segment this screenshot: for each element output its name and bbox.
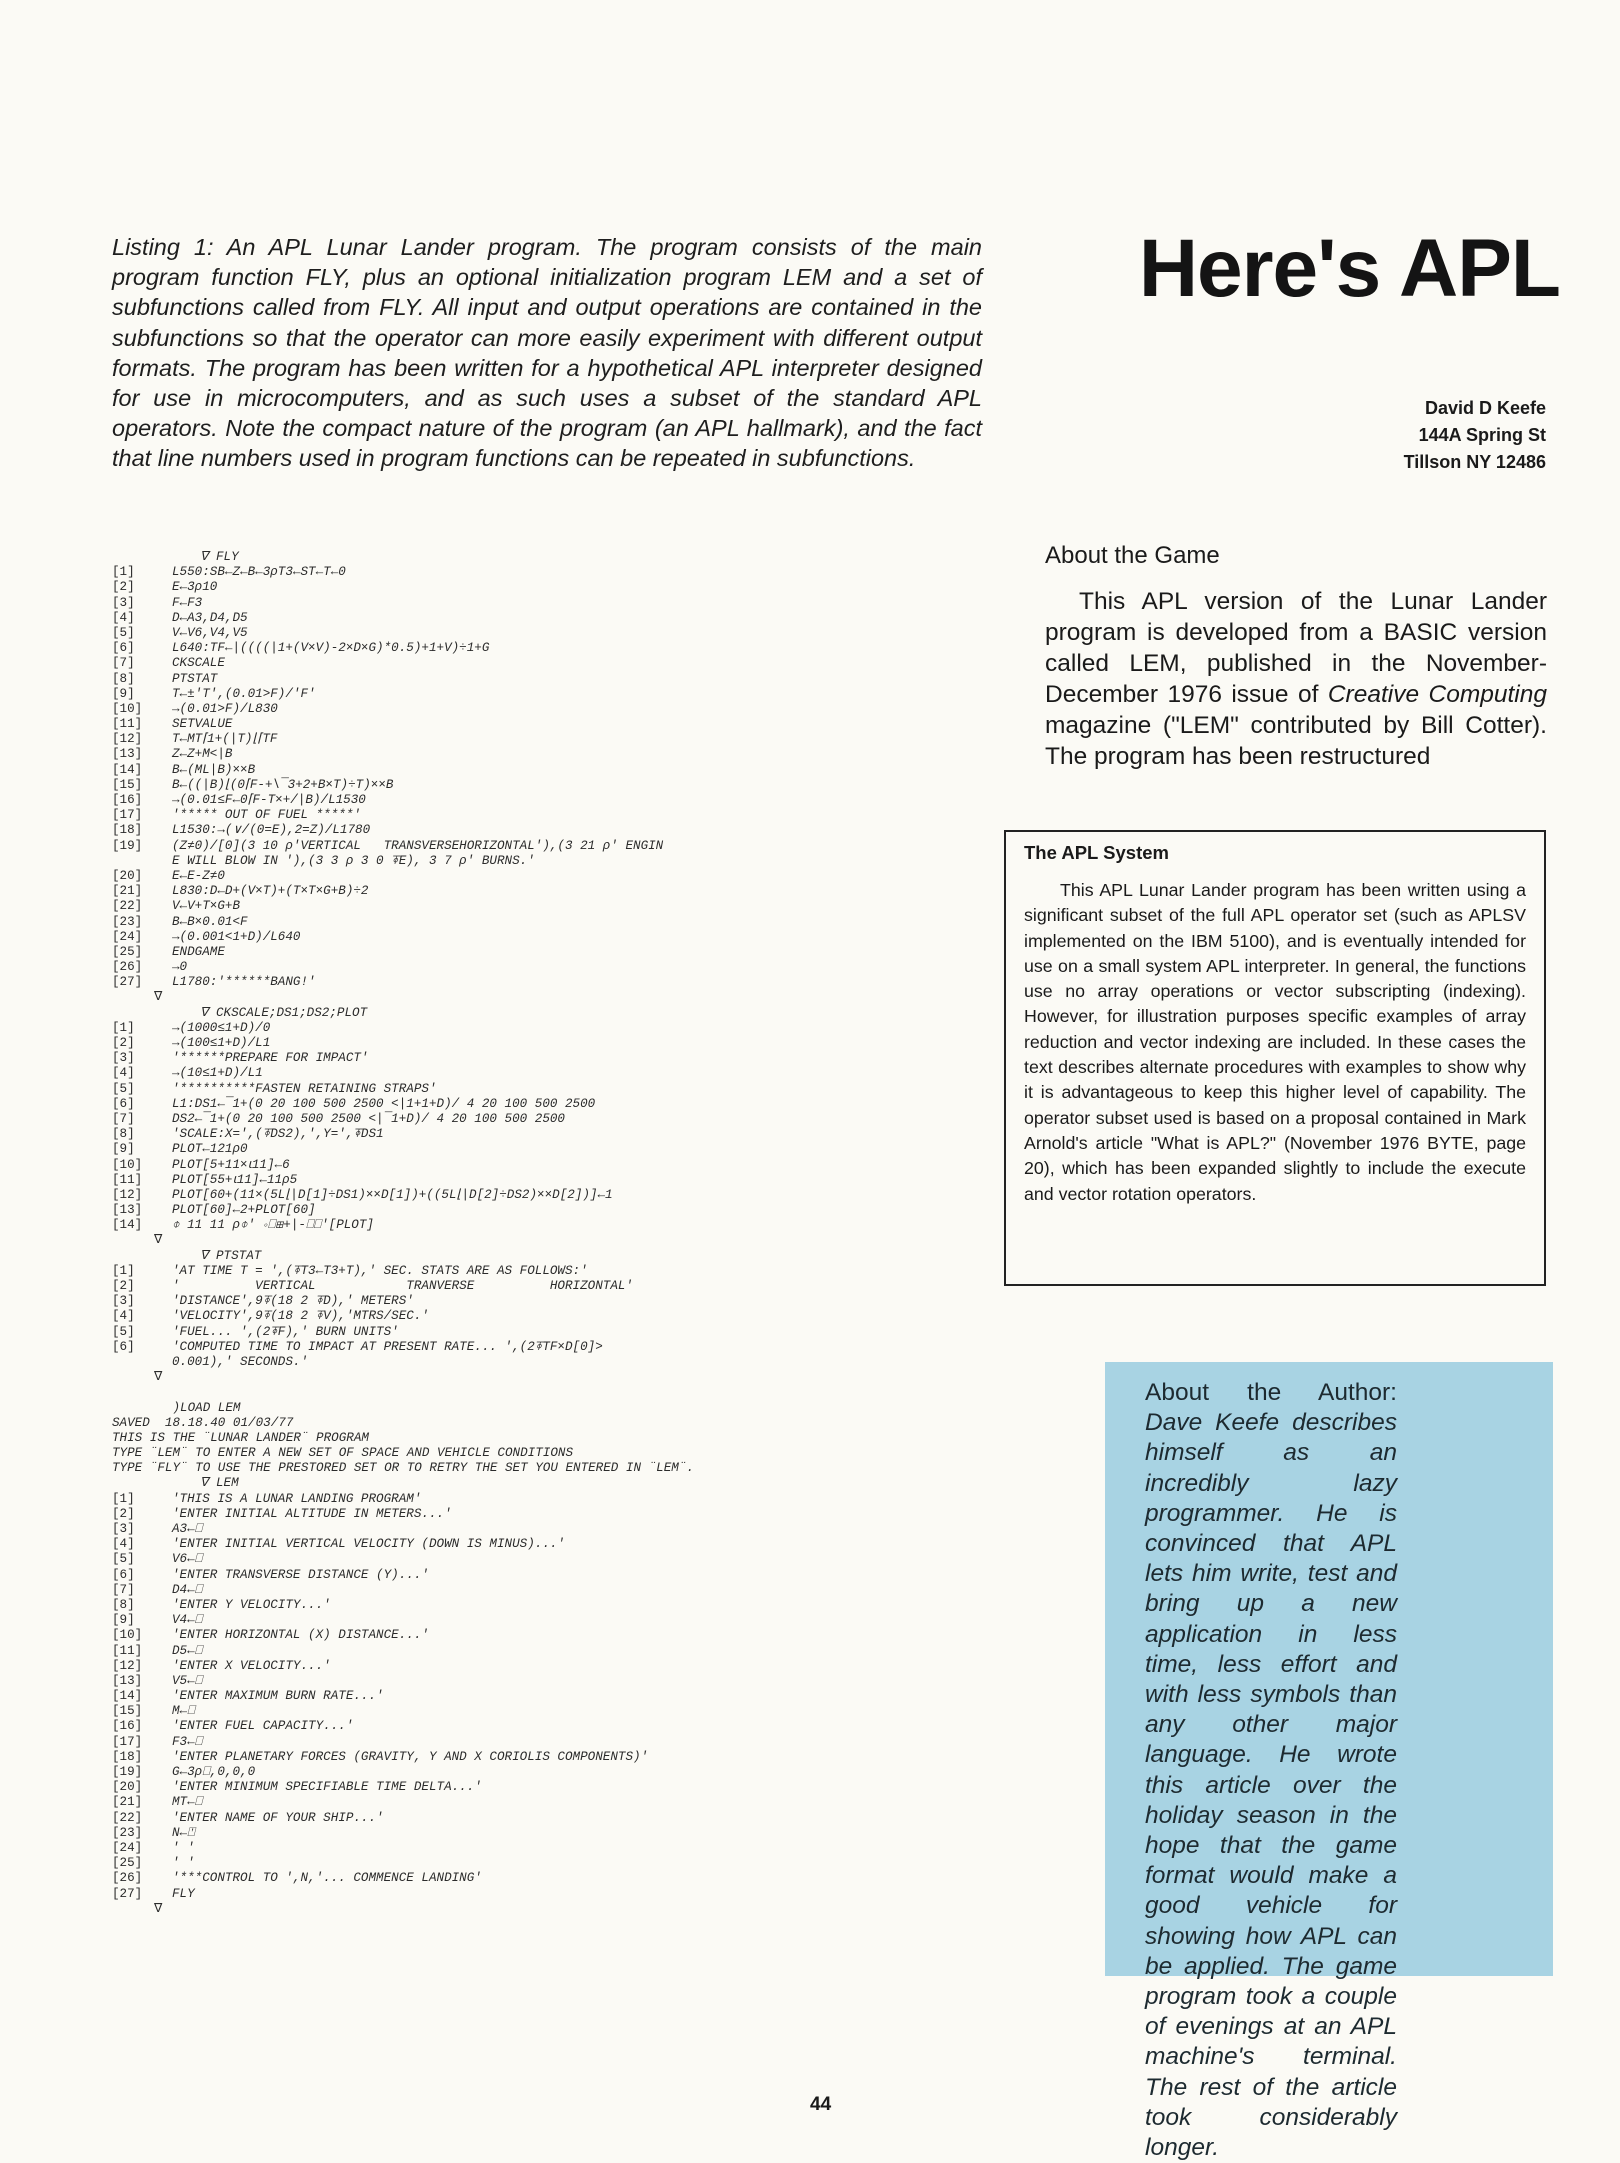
code-line (112, 1051, 1012, 1066)
apl-system-title: The APL System (1024, 842, 1169, 863)
line-number: [1] (112, 565, 135, 580)
listing-caption: Listing 1: An APL Lunar Lander program. The program consists of the main program function FLY, plus an optional initialization program LEM and a set of subfunctions called from FLY. All input and output operations are contained in the subfunctions so that the operator can more easily experiment with different output formats. The program has been written for a hypothetical APL interpreter designed for use in microcomputers, and as such uses a subset of the standard APL operators. Note the compact nature of the program (an APL hallmark), and the fact that line numbers used in program functions can be repeated in subfunctions. (112, 234, 982, 472)
code-line (112, 1279, 1012, 1294)
line-number: [11] (112, 1172, 143, 1187)
code-line (112, 626, 1012, 641)
line-number: [16] (112, 793, 143, 807)
code-line (112, 550, 1012, 565)
code-text: →(1000≤1+D)/0 (172, 1020, 271, 1035)
line-number: [7] (112, 1582, 135, 1597)
code-text: ∇ (154, 1370, 163, 1385)
code-line (112, 672, 1012, 687)
line-number: [19] (112, 838, 143, 853)
line-number: [3] (112, 1522, 135, 1536)
code-line (112, 1142, 1012, 1157)
code-line (112, 1385, 1012, 1400)
code-line (112, 930, 1012, 945)
line-number: [17] (112, 1734, 143, 1749)
line-number: [11] (112, 717, 143, 732)
code-line (112, 732, 1012, 747)
line-number: [2] (112, 1036, 135, 1050)
line-number: [6] (112, 1339, 135, 1354)
apl-code-listing (112, 550, 1012, 2090)
author-name: David D Keefe (1424, 398, 1546, 418)
code-text: B←(ML|B)××B (172, 762, 256, 777)
code-text: 'VELOCITY',9⍕(18 2 ⍕V),'MTRS/SEC.' (172, 1309, 429, 1324)
code-line (112, 1006, 1012, 1021)
code-text: ∇ (154, 1901, 163, 1916)
code-text: ' VERTICAL TRANVERSE HORIZONTAL' (172, 1279, 634, 1293)
code-text: ∇ LEM (200, 1476, 239, 1491)
line-number: [4] (112, 1066, 135, 1081)
line-number: [5] (112, 625, 135, 640)
code-line (112, 702, 1012, 717)
code-text: DS2←¯1+(0 20 100 500 2500 <|¯1+D)/ 4 20 100 500 2500 (172, 1111, 565, 1126)
code-line (112, 1036, 1012, 1051)
line-number: [13] (112, 1673, 143, 1688)
code-text: '**********FASTEN RETAINING STRAPS' (172, 1081, 437, 1096)
code-text: T←MT⌈1+(|T)⌊⌈TF (172, 732, 278, 747)
line-number: [19] (112, 1765, 143, 1779)
line-number: [18] (112, 1749, 143, 1764)
code-line (112, 1568, 1012, 1583)
code-line (112, 915, 1012, 930)
code-text: PLOT←121ρ0 (172, 1142, 248, 1157)
code-text: L640:TF←|((((|1+(V×V)-2×D×G)*0.5)+1+V)÷1+G (172, 641, 490, 656)
code-text: ∇ CKSCALE;DS1;DS2;PLOT (200, 1005, 368, 1020)
line-number: [26] (112, 1871, 143, 1886)
line-number: [4] (112, 610, 135, 625)
line-number: [16] (112, 1719, 143, 1734)
code-line (112, 1264, 1012, 1279)
code-line (112, 1674, 1012, 1689)
code-line (112, 1355, 1012, 1370)
code-line (112, 839, 1012, 854)
code-line (112, 793, 1012, 808)
line-number: [13] (112, 747, 143, 762)
code-text: L1780:'******BANG!' (172, 975, 316, 990)
code-line (112, 1613, 1012, 1628)
code-text: E←E-Z≠0 (172, 868, 225, 883)
code-line (112, 1644, 1012, 1659)
code-line (112, 1066, 1012, 1081)
code-text: 'DISTANCE',9⍕(18 2 ⍕D),' METERS' (172, 1294, 414, 1309)
code-text: 'THIS IS A LUNAR LANDING PROGRAM' (172, 1491, 422, 1506)
code-line (112, 1416, 1012, 1431)
code-line (112, 1021, 1012, 1036)
line-number: [6] (112, 641, 135, 656)
code-line (112, 1856, 1012, 1871)
code-line (112, 1871, 1012, 1886)
code-line (112, 808, 1012, 823)
code-line (112, 580, 1012, 595)
code-line (112, 1735, 1012, 1750)
about-author-body: Dave Keefe describes himself as an incredibly lazy programmer. He is convinced that APL lets him write, test and bring up a new application in less time, less effort and with less symbols than any other major language. He wrote this article over the holiday season in the hope that the game format would make a good vehicle for showing how APL can be applied. The game program took a couple of evenings at an APL machine's terminal. The rest of the article took considerably longer. (1145, 1409, 1397, 2162)
author-city: Tillson NY 12486 (1403, 452, 1546, 472)
code-line (112, 1780, 1012, 1795)
code-text: B←((|B)⌊(0⌈F-+\¯3+2+B×T)÷T)××B (172, 777, 394, 792)
line-number: [9] (112, 1142, 135, 1157)
code-line (112, 1522, 1012, 1537)
code-line (112, 884, 1012, 899)
code-line (112, 687, 1012, 702)
code-line (112, 1704, 1012, 1719)
line-number: [14] (112, 762, 143, 777)
code-line (112, 1340, 1012, 1355)
code-line (112, 1902, 1012, 1917)
line-number: [1] (112, 1491, 135, 1506)
code-text: ⌽ 11 11 ρ⌽' ∘⎕⊞+|-⎕⎕'[PLOT] (172, 1218, 374, 1233)
code-line (112, 1826, 1012, 1841)
line-number: [10] (112, 701, 143, 716)
code-text (112, 1385, 120, 1400)
code-text: D←A3,D4,D5 (172, 610, 248, 625)
line-number: [1] (112, 1263, 135, 1278)
code-line (112, 1507, 1012, 1522)
code-line (112, 960, 1012, 975)
line-number: [7] (112, 1111, 135, 1126)
code-text: L1530:→(∨/(0=E),2=Z)/L1780 (172, 823, 371, 838)
code-text: 'ENTER FUEL CAPACITY...' (172, 1719, 354, 1734)
code-text: PLOT[60+(11×(5L⌊|D[1]÷DS1)××D[1])+((5L⌊|D[2]÷DS2)××D[2])]←1 (172, 1187, 613, 1202)
line-number: [23] (112, 914, 143, 929)
about-author-box (1105, 1362, 1553, 2162)
line-number: [14] (112, 1689, 143, 1704)
code-text: D4←⎕ (172, 1582, 203, 1597)
line-number: [18] (112, 823, 143, 838)
code-text: V4←⎕ (172, 1613, 203, 1628)
about-game-text-before: This APL version of the Lunar Lander program is developed from a BASIC version called LEM, published in the November-December 1976 issue of (1045, 588, 1547, 708)
line-number: [12] (112, 732, 143, 747)
code-text: PLOT[5+11×⍳11]←6 (172, 1157, 290, 1172)
code-text: 0.001),' SECONDS.' (172, 1354, 309, 1369)
code-text: →(0.01≤F←0⌈F-T×+/|B)/L1530 (172, 793, 366, 807)
code-text: 'FUEL... ',(2⍕F),' BURN UNITS' (172, 1324, 399, 1339)
code-text: →0 (172, 960, 188, 975)
code-line (112, 1719, 1012, 1734)
code-text: A3←⎕ (172, 1522, 203, 1536)
line-number: [10] (112, 1157, 143, 1172)
about-author-label: About the Author: (1145, 1379, 1397, 1406)
code-line (112, 1127, 1012, 1142)
about-game-text-after: magazine ("LEM" contributed by Bill Cotter). The program has been restructured (1045, 712, 1547, 770)
line-number: [14] (112, 1218, 143, 1233)
line-number: [8] (112, 1127, 135, 1142)
code-text: E WILL BLOW IN '),(3 3 ρ 3 0 ⍕E), 3 7 ρ' BURNS.' (172, 853, 535, 868)
code-text: ∇ PTSTAT (200, 1248, 262, 1263)
code-text: 'SCALE:X=',(⍕DS2),',Y=',⍕DS1 (172, 1127, 384, 1142)
code-text: 'ENTER NAME OF YOUR SHIP...' (172, 1810, 384, 1825)
code-line (112, 1765, 1012, 1780)
code-line (112, 778, 1012, 793)
author-street: 144A Spring St (1418, 425, 1546, 445)
code-line (112, 1689, 1012, 1704)
code-text: 'ENTER TRANSVERSE DISTANCE (Y)...' (172, 1567, 429, 1582)
line-number: [22] (112, 899, 143, 914)
line-number: [21] (112, 1795, 143, 1810)
code-text: ' ' (172, 1840, 195, 1855)
code-line (112, 763, 1012, 778)
code-line (112, 747, 1012, 762)
code-line (112, 1401, 1012, 1416)
code-line (112, 1158, 1012, 1173)
line-number: [23] (112, 1825, 143, 1840)
code-text: )LOAD LEM (112, 1400, 241, 1415)
code-text: V←V6,V4,V5 (172, 625, 248, 640)
apl-system-paragraph: This APL Lunar Lander program has been written using a significant subset of the full APL operator set (such as APLSV implemented on the IBM 5100), and is eventually intended for use on a small system APL interpreter. In general, the functions use no array operations or vector subscripting (indexing). However, for illustration purposes specific examples of array reduction and vector indexing are included. In these cases the text describes alternate procedures with examples to show why it is advantageous to keep this higher level of capability. The operator subset used is based on a proposal contained in Mark Arnold's article "What is APL?" (November 1976 BYTE, page 20), which has been expanded slightly to include the execute and vector rotation operators. (1024, 880, 1526, 1204)
line-number: [8] (112, 1597, 135, 1612)
line-number: [5] (112, 1081, 135, 1096)
code-text: L1:DS1←¯1+(0 20 100 500 2500 <|1+1+D)/ 4 20 100 500 2500 (172, 1096, 596, 1111)
code-text: M←⎕ (172, 1704, 195, 1719)
code-line (112, 611, 1012, 626)
code-text: 'ENTER Y VELOCITY...' (172, 1597, 331, 1612)
line-number: [1] (112, 1020, 135, 1035)
code-line (112, 656, 1012, 671)
code-line (112, 1233, 1012, 1248)
code-text: (Z≠0)/[0](3 10 ρ'VERTICAL TRANSVERSEHORIZONTAL'),(3 21 ρ' ENGIN (172, 838, 664, 853)
apl-system-body (1024, 878, 1526, 1207)
code-line (112, 1461, 1012, 1476)
code-line (112, 1476, 1012, 1491)
line-number: [27] (112, 975, 143, 990)
line-number: [13] (112, 1203, 143, 1218)
code-text: →(100≤1+D)/L1 (172, 1036, 271, 1050)
code-text: T←±'T',(0.01>F)/'F' (172, 686, 316, 701)
code-text: D5←⎕ (172, 1643, 203, 1658)
code-line (112, 1841, 1012, 1856)
code-line (112, 1552, 1012, 1567)
code-line (112, 1598, 1012, 1613)
code-line (112, 1659, 1012, 1674)
line-number: [2] (112, 580, 135, 595)
code-text: B←B×0.01<F (172, 914, 248, 929)
code-text: L550:SB←Z←B←3ρT3←ST←T←0 (172, 565, 346, 580)
code-text: ∇ (154, 990, 163, 1005)
code-line (112, 1218, 1012, 1233)
code-text: 'ENTER INITIAL VERTICAL VELOCITY (DOWN IS MINUS)...' (172, 1537, 565, 1552)
code-text: FLY (172, 1886, 195, 1901)
code-text: →(0.001<1+D)/L640 (172, 929, 301, 944)
code-text: TYPE ¨FLY¨ TO USE THE PRESTORED SET OR TO RETRY THE SET YOU ENTERED IN ¨LEM¨. (112, 1461, 694, 1476)
line-number: [25] (112, 944, 143, 959)
code-text: '***** OUT OF FUEL *****' (172, 808, 361, 823)
code-line (112, 990, 1012, 1005)
line-number: [5] (112, 1324, 135, 1339)
code-text: G←3ρ⎕,0,0,0 (172, 1765, 256, 1779)
line-number: [8] (112, 671, 135, 686)
code-text: V←V+T×G+B (172, 899, 241, 914)
code-text: 'COMPUTED TIME TO IMPACT AT PRESENT RATE... ',(2⍕TF×D[0]> (172, 1339, 603, 1354)
code-text: CKSCALE (172, 656, 225, 671)
code-line (112, 1370, 1012, 1385)
code-text: 'ENTER HORIZONTAL (X) DISTANCE...' (172, 1628, 429, 1643)
about-game-text (1045, 586, 1547, 772)
code-text: PLOT[55+⍳11]←11ρ5 (172, 1172, 298, 1187)
code-line (112, 1628, 1012, 1643)
code-text: E←3ρ10 (172, 580, 218, 595)
code-line (112, 1537, 1012, 1552)
magazine-name: Creative Computing (1327, 681, 1547, 708)
code-line (112, 1097, 1012, 1112)
code-line (112, 1431, 1012, 1446)
code-text: →(10≤1+D)/L1 (172, 1066, 263, 1081)
page-number: 44 (810, 2094, 832, 2115)
code-line (112, 1203, 1012, 1218)
code-line (112, 565, 1012, 580)
line-number: [15] (112, 777, 143, 792)
code-text: ENDGAME (172, 944, 225, 959)
code-text: SAVED 18.18.40 01/03/77 (112, 1415, 294, 1430)
code-line (112, 1325, 1012, 1340)
article-title: Here's APL (1138, 223, 1560, 314)
line-number: [27] (112, 1886, 143, 1901)
code-line (112, 1750, 1012, 1765)
line-number: [3] (112, 1051, 135, 1066)
line-number: [21] (112, 884, 143, 899)
line-number: [20] (112, 1780, 143, 1795)
code-line (112, 1795, 1012, 1810)
line-number: [9] (112, 686, 135, 701)
line-number: [9] (112, 1613, 135, 1628)
code-text: THIS IS THE ¨LUNAR LANDER¨ PROGRAM (112, 1430, 369, 1445)
code-text: 'ENTER X VELOCITY...' (172, 1658, 331, 1673)
code-line (112, 596, 1012, 611)
code-text: TYPE ¨LEM¨ TO ENTER A NEW SET OF SPACE AND VEHICLE CONDITIONS (112, 1446, 574, 1461)
code-line (112, 1811, 1012, 1826)
line-number: [3] (112, 1294, 135, 1309)
code-text: MT←⎕ (172, 1795, 203, 1810)
code-text: →(0.01>F)/L830 (172, 701, 278, 716)
line-number: [17] (112, 808, 143, 823)
line-number: [12] (112, 1187, 143, 1202)
line-number: [3] (112, 595, 135, 610)
code-text: ∇ FLY (200, 550, 239, 564)
code-line (112, 869, 1012, 884)
code-text: V6←⎕ (172, 1552, 203, 1567)
code-text: 'ENTER MINIMUM SPECIFIABLE TIME DELTA...' (172, 1780, 482, 1795)
line-number: [25] (112, 1856, 143, 1871)
line-number: [4] (112, 1309, 135, 1324)
line-number: [2] (112, 1506, 135, 1521)
line-number: [12] (112, 1658, 143, 1673)
code-text: V5←⎕ (172, 1673, 203, 1688)
code-text: F←F3 (172, 595, 203, 610)
line-number: [24] (112, 929, 143, 944)
code-text: L830:D←D+(V×T)+(T×T×G+B)÷2 (172, 884, 369, 899)
code-line (112, 854, 1012, 869)
code-text: 'AT TIME T = ',(⍕T3←T3+T),' SEC. STATS ARE AS FOLLOWS:' (172, 1263, 588, 1278)
code-line (112, 717, 1012, 732)
code-line (112, 1492, 1012, 1507)
line-number: [24] (112, 1840, 143, 1855)
code-text: ' ' (172, 1856, 195, 1871)
line-number: [20] (112, 868, 143, 883)
line-number: [6] (112, 1567, 135, 1582)
code-text: 'ENTER MAXIMUM BURN RATE...' (172, 1689, 384, 1704)
code-line (112, 975, 1012, 990)
code-line (112, 1249, 1012, 1264)
line-number: [26] (112, 960, 143, 975)
code-line (112, 1446, 1012, 1461)
code-line (112, 1173, 1012, 1188)
code-line (112, 1583, 1012, 1598)
code-text: SETVALUE (172, 717, 233, 732)
code-text: 'ENTER PLANETARY FORCES (GRAVITY, Y AND X CORIOLIS COMPONENTS)' (172, 1749, 649, 1764)
code-text: PLOT[60]←2+PLOT[60] (172, 1203, 316, 1218)
line-number: [7] (112, 656, 135, 671)
code-text: F3←⎕ (172, 1734, 203, 1749)
code-text: '***CONTROL TO ',N,'... COMMENCE LANDING' (172, 1871, 482, 1886)
line-number: [6] (112, 1096, 135, 1111)
line-number: [5] (112, 1552, 135, 1567)
code-line (112, 899, 1012, 914)
code-text: ∇ (154, 1233, 163, 1248)
line-number: [15] (112, 1704, 143, 1719)
about-game-heading: About the Game (1045, 542, 1220, 569)
line-number: [4] (112, 1537, 135, 1552)
code-line (112, 1887, 1012, 1902)
code-text: Z←Z+M<|B (172, 747, 233, 762)
line-number: [2] (112, 1279, 135, 1293)
author-byline (1240, 395, 1546, 476)
code-text: '******PREPARE FOR IMPACT' (172, 1051, 369, 1066)
code-line (112, 1082, 1012, 1097)
code-line (112, 1294, 1012, 1309)
line-number: [11] (112, 1643, 143, 1658)
code-text: 'ENTER INITIAL ALTITUDE IN METERS...' (172, 1506, 452, 1521)
code-line (112, 1309, 1012, 1324)
code-line (112, 823, 1012, 838)
code-text: PTSTAT (172, 671, 218, 686)
line-number: [10] (112, 1628, 143, 1643)
about-author-text (1145, 1378, 1397, 2163)
line-number: [22] (112, 1810, 143, 1825)
code-text: N←⍞ (172, 1825, 195, 1840)
code-line (112, 1112, 1012, 1127)
code-line (112, 1188, 1012, 1203)
code-line (112, 945, 1012, 960)
apl-system-sidebar (1004, 830, 1546, 1286)
code-line (112, 641, 1012, 656)
